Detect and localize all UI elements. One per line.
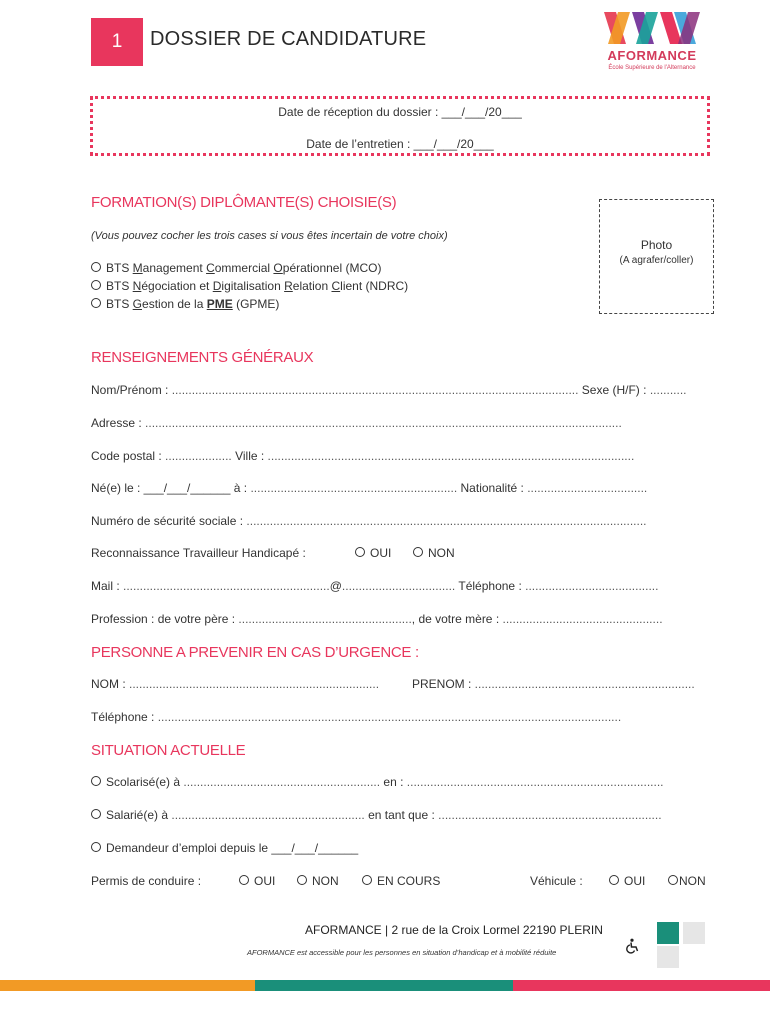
section-title-renseignements: RENSEIGNEMENTS GÉNÉRAUX: [91, 349, 314, 366]
radio-icon[interactable]: [91, 842, 101, 852]
radio-icon[interactable]: [355, 547, 365, 557]
radio-icon[interactable]: [91, 280, 101, 290]
nationalite-label: Nationalité :: [460, 481, 524, 495]
profession-pere-label: Profession : de votre père :: [91, 612, 236, 626]
formation-option-gpme[interactable]: BTS Gestion de la PME (GPME): [91, 297, 279, 311]
footer-square-grey: [683, 922, 705, 944]
footer-bar-red: [513, 980, 770, 991]
handicap-oui[interactable]: [355, 546, 391, 560]
telephone-label: Téléphone :: [458, 579, 522, 593]
formations-note: (Vous pouvez cocher les trois cases si vous êtes incertain de votre choix): [91, 230, 448, 242]
permis-oui[interactable]: [239, 874, 275, 888]
footer-square-teal: [657, 922, 679, 944]
code-postal-ville-line[interactable]: Code postal : .................... Ville : ..............................................................................................................: [91, 449, 635, 463]
radio-icon[interactable]: [609, 875, 619, 885]
radio-icon[interactable]: [239, 875, 249, 885]
radio-icon[interactable]: [91, 809, 101, 819]
scolarise-label: Scolarisé(e) à: [106, 775, 181, 789]
en-label: en :: [383, 775, 404, 789]
section-title-situation: SITUATION ACTUELLE: [91, 742, 246, 759]
handicap-line: [91, 546, 306, 560]
naissance-label: Né(e) le : ___/___/______ à :: [91, 481, 248, 495]
date-reception: Date de réception du dossier : ___/___/20___: [278, 105, 522, 119]
oui-label: OUI: [624, 874, 646, 888]
adresse-line[interactable]: Adresse : ...............................................................................................................................................: [91, 416, 622, 430]
date-entretien: Date de l’entretien : ___/___/20___: [306, 137, 494, 151]
photo-hint: (A agrafer/coller): [619, 255, 694, 266]
urgence-telephone-label: Téléphone :: [91, 710, 155, 724]
sexe-label: Sexe (H/F) :: [581, 383, 647, 397]
urgence-telephone-line[interactable]: Téléphone : ...........................................................................................................................................: [91, 710, 622, 724]
footer-accessibility-note: AFORMANCE est accessible pour les personnes en situation d’handicap et à mobilité réduite: [247, 948, 557, 957]
nom-prenom-line[interactable]: Nom/Prénom : .......................................................................................................................... Sexe (H/F) : ...........: [91, 383, 687, 397]
profession-line[interactable]: Profession : de votre père : ...................................................., de votre mère : ................................................: [91, 612, 663, 626]
secu-line[interactable]: Numéro de sécurité sociale : ........................................................................................................................: [91, 514, 647, 528]
footer-bar-teal: [255, 980, 513, 991]
photo-label: Photo: [640, 238, 673, 252]
urgence-prenom-label: PRENOM :: [412, 677, 472, 691]
footer-square-grey: [657, 946, 679, 968]
permis-label: Permis de conduire :: [91, 874, 202, 888]
vehicule-oui[interactable]: [609, 874, 645, 888]
handicap-non[interactable]: [413, 546, 455, 560]
formation-option-mco[interactable]: BTS Management Commercial Opérationnel (MCO): [91, 261, 381, 275]
document-title: DOSSIER DE CANDIDATURE: [150, 28, 427, 50]
adresse-label: Adresse :: [91, 416, 142, 430]
radio-icon[interactable]: [91, 298, 101, 308]
nom-label: Nom/Prénom :: [91, 383, 169, 397]
at-sign: @: [329, 579, 342, 593]
demandeur-label: Demandeur d’emploi depuis le ___/___/______: [106, 841, 359, 855]
ville-label: Ville :: [235, 449, 265, 463]
oui-label: OUI: [370, 546, 392, 560]
formation-option-ndrc[interactable]: BTS Négociation et Digitalisation Relation Client (NDRC): [91, 279, 408, 293]
section-title-formations: FORMATION(S) DIPLÔMANTE(S) CHOISIE(S): [91, 194, 397, 211]
profession-mere-label: , de votre mère :: [411, 612, 500, 626]
wheelchair-icon: [624, 938, 640, 954]
radio-icon[interactable]: [297, 875, 307, 885]
reception-box: [90, 96, 710, 156]
en-cours-label: EN COURS: [377, 874, 441, 888]
urgence-prenom-line[interactable]: PRENOM : ..................................................................: [412, 677, 695, 691]
naissance-line[interactable]: Né(e) le : ___/___/______ à : .............................................................. Nationalité : ....................................: [91, 481, 648, 495]
urgence-nom-line[interactable]: NOM : ...........................................................................: [91, 677, 380, 691]
oui-label: OUI: [254, 874, 276, 888]
salarie-line[interactable]: Salarié(e) à .......................................................... en tant que : ...................................................................: [91, 808, 662, 822]
vehicule-label: Véhicule :: [530, 874, 583, 888]
footer-address: AFORMANCE | 2 rue de la Croix Lormel 22190 PLERIN: [305, 923, 603, 937]
mail-label: Mail :: [91, 579, 120, 593]
non-label: NON: [679, 874, 706, 888]
scolarise-line[interactable]: Scolarisé(e) à ........................................................... en : .............................................................................: [91, 775, 664, 789]
page-number: 1: [91, 18, 143, 66]
non-label: NON: [428, 546, 455, 560]
urgence-nom-label: NOM :: [91, 677, 126, 691]
section-title-urgence: PERSONNE A PREVENIR EN CAS D’URGENCE :: [91, 644, 419, 661]
radio-icon[interactable]: [362, 875, 372, 885]
footer-bar-orange: [0, 980, 255, 991]
radio-icon[interactable]: [91, 262, 101, 272]
logo-wordmark: AFORMANCE: [607, 48, 697, 63]
permis-non[interactable]: [297, 874, 339, 888]
mail-telephone-line[interactable]: Mail : ..............................................................@.................................. Téléphone : ........................................: [91, 579, 659, 593]
photo-box[interactable]: [599, 199, 714, 314]
radio-icon[interactable]: [413, 547, 423, 557]
secu-label: Numéro de sécurité sociale :: [91, 514, 244, 528]
handicap-label: Reconnaissance Travailleur Handicapé :: [91, 546, 306, 560]
permis-en-cours[interactable]: [362, 874, 440, 888]
vehicule-non[interactable]: [668, 874, 706, 888]
radio-icon[interactable]: [668, 875, 678, 885]
non-label: NON: [312, 874, 339, 888]
radio-icon[interactable]: [91, 776, 101, 786]
code-postal-label: Code postal :: [91, 449, 162, 463]
logo-tagline: École Supérieure de l'Alternance: [608, 65, 696, 71]
en-tant-que-label: en tant que :: [368, 808, 435, 822]
salarie-label: Salarié(e) à: [106, 808, 169, 822]
demandeur-line[interactable]: [91, 841, 358, 855]
